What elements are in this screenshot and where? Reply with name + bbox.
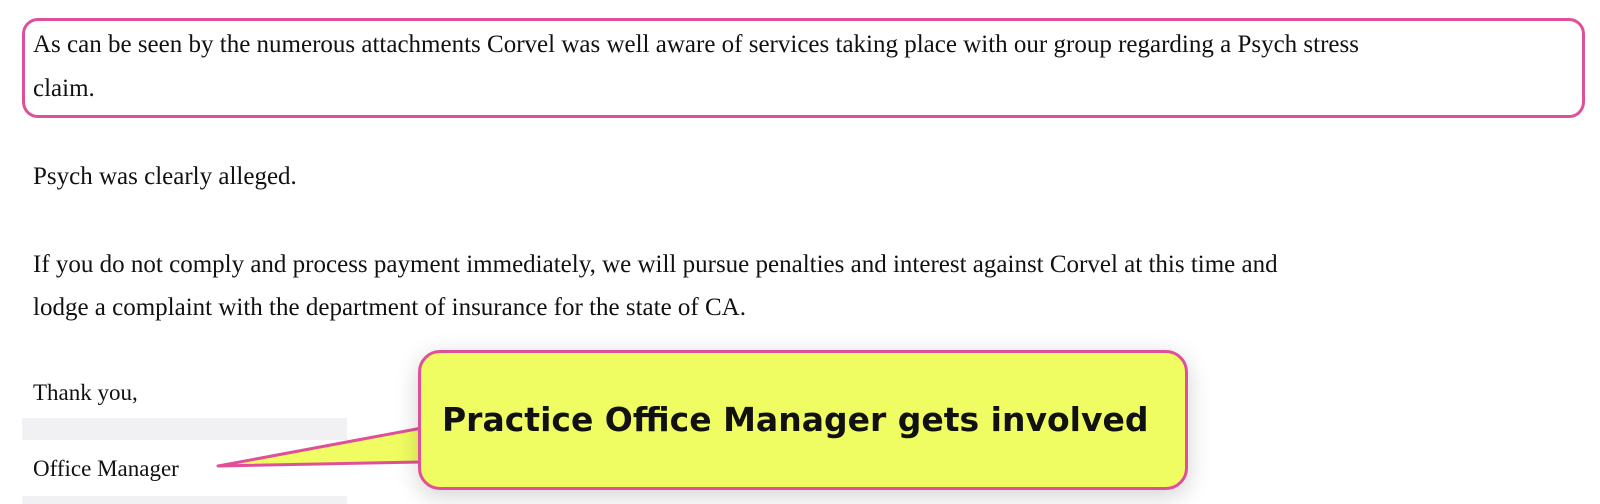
highlighted-paragraph-line2: claim.	[33, 75, 95, 102]
signature-title: Office Manager	[33, 456, 179, 481]
complaint-paragraph-line1: If you do not comply and process payment immediately, we will pursue penalties and interest against Corvel at this time and	[33, 251, 1278, 278]
complaint-paragraph-line2: lodge a complaint with the department of insurance for the state of CA.	[33, 294, 746, 321]
closing-text: Thank you,	[33, 380, 138, 405]
highlighted-paragraph-line1: As can be seen by the numerous attachments Corvel was well aware of services taking place with our group regarding a Psych stress	[33, 31, 1359, 58]
psych-alleged-paragraph: Psych was clearly alleged.	[33, 163, 297, 190]
callout-text: Practice Office Manager gets involved	[442, 400, 1149, 439]
